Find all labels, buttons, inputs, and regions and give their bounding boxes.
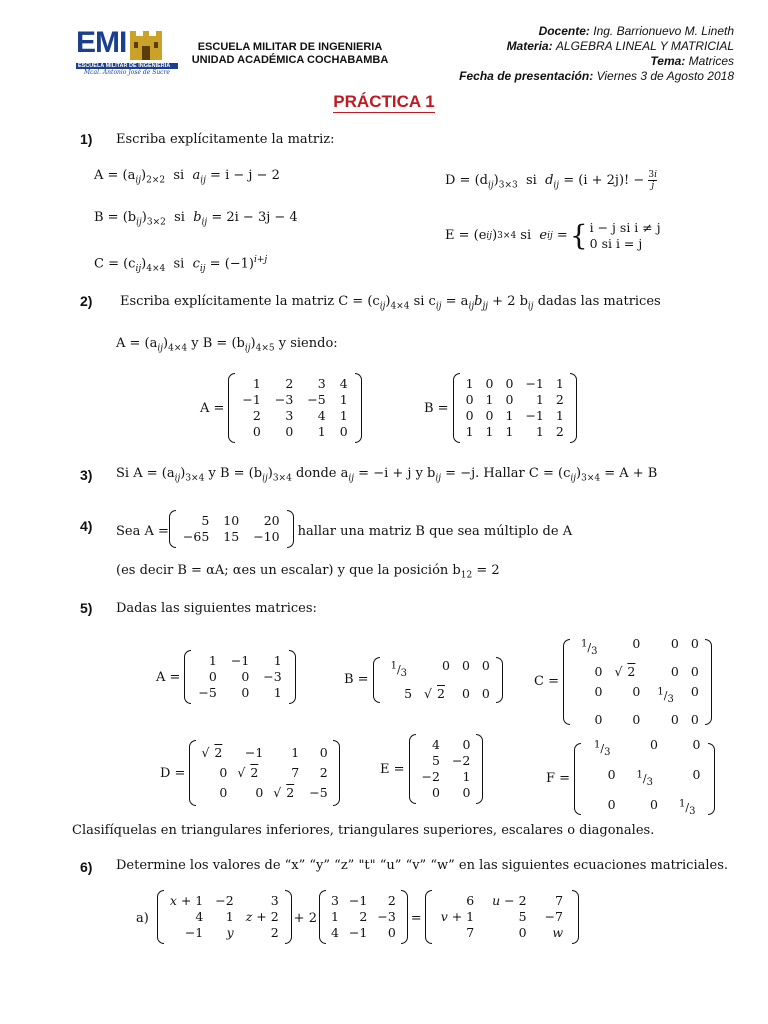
matrix-entry: 1 <box>317 424 326 439</box>
matrix-entry: −2 <box>451 753 471 768</box>
matrix-entry: −1 <box>525 408 544 423</box>
matrix-entry: 3 <box>330 893 339 908</box>
matrix-entry: 1 <box>330 909 339 924</box>
left-paren <box>373 657 380 703</box>
matrix-entry: 0 <box>241 669 250 684</box>
matrix-entry: w <box>552 925 564 940</box>
matrix-entry: −7 <box>544 909 564 924</box>
matrix-entry: 0 <box>690 636 699 651</box>
matrix-entry: −2 <box>215 893 234 908</box>
matrix-entry: 0 <box>255 785 264 800</box>
matrix-grid <box>380 656 496 704</box>
matrix-entry: −1 <box>244 745 264 760</box>
matrix-grid <box>581 734 708 824</box>
p6-label-a: a) <box>136 911 149 926</box>
matrix-entry: 2 <box>252 408 261 423</box>
matrix-entry: 0 <box>241 685 250 700</box>
matrix-entry: 0 <box>690 711 699 727</box>
right-paren <box>570 373 577 443</box>
matrix-entry: 1 <box>465 424 474 439</box>
matrix-entry: 0 <box>607 766 616 782</box>
logo-text: EMI <box>76 26 127 59</box>
matrix-entry: 20 <box>263 513 280 528</box>
right-paren <box>705 639 712 725</box>
problem-6-number: 6) <box>80 859 93 875</box>
matrix-entry: 1 <box>465 376 474 391</box>
left-paren <box>563 639 570 725</box>
matrix-entry: 0 <box>481 658 490 673</box>
right-paren <box>572 890 579 944</box>
matrix-entry: −1 <box>348 893 368 908</box>
matrix-entry: 0 <box>505 392 514 407</box>
matrix-grid <box>176 513 287 545</box>
matrix-entry: 1 <box>225 909 234 924</box>
school-name <box>190 41 390 67</box>
matrix-entry: −3 <box>263 669 282 684</box>
matrix-entry: 15 <box>223 529 240 544</box>
matrix-entry: 1 <box>339 408 348 423</box>
matrix-entry: 0 <box>252 424 261 439</box>
matrix-entry: √ 2 <box>237 765 259 780</box>
p1-def-e: E = (e ij ) 3×4 si e ij = { i − j si i ≠ j 0 si i = j <box>445 219 661 252</box>
p1-def-a: $A = (a_{ij})_{2\times 2}$ si $a_{ij} = i - j - 2$ <box>94 168 280 186</box>
matrix-entry: $^1/_3$ <box>657 685 674 705</box>
matrix-entry: 0 <box>650 737 658 752</box>
p4-matrix-a <box>169 510 294 553</box>
matrix-entry: 5 <box>432 753 440 768</box>
matrix-entry: 0 <box>594 711 603 727</box>
p5-matrix-b <box>344 656 503 704</box>
docente-label: Docente: <box>538 24 590 38</box>
matrix-entry: 2 <box>555 424 564 439</box>
emi-logo <box>76 28 178 88</box>
materia-label: Materia: <box>506 39 553 53</box>
matrix-entry: 0 <box>387 925 396 940</box>
matrix-entry: 1 <box>505 424 514 439</box>
matrix-label: F = <box>546 771 571 787</box>
matrix-entry: 0 <box>670 636 679 651</box>
matrix-entry: 4 <box>432 737 440 752</box>
p1-def-b: $B = (b_{ij})_{3\times 2}$ si $b_{ij} = 2i - 3j - 4$ <box>94 210 298 228</box>
matrix-entry: 5 <box>201 513 210 528</box>
right-paren <box>496 657 503 703</box>
matrix-entry: u − 2 <box>492 893 527 908</box>
matrix-entry: $^1/_3$ <box>678 798 696 818</box>
problem-2-number: 2) <box>80 293 93 309</box>
matrix-entry: 1 <box>485 392 494 407</box>
right-paren <box>401 890 408 944</box>
problem-4-number: 4) <box>80 518 93 534</box>
matrix-entry: y <box>226 925 234 940</box>
matrix-entry: 0 <box>319 745 328 760</box>
matrix-entry: −5 <box>309 785 328 800</box>
p2-matrix-b <box>424 373 577 443</box>
right-paren <box>476 734 483 804</box>
matrix-entry: 1 <box>273 685 282 700</box>
left-paren <box>157 890 164 944</box>
school-line-2: UNIDAD ACADÉMICA COCHABAMBA <box>191 54 389 66</box>
matrix-entry: 7 <box>555 893 564 908</box>
matrix-entry: 2 <box>359 909 368 924</box>
p5-matrix-a <box>156 650 296 704</box>
matrix-entry: √ 2 <box>424 685 445 701</box>
logo-caption: ESCUELA MILITAR DE INGENIERIA <box>76 63 178 69</box>
matrix-entry: 0 <box>465 408 474 423</box>
e-case-2: 0 si i = j <box>589 236 643 251</box>
matrix-entry: 3 <box>317 376 326 391</box>
matrix-entry: 4 <box>195 909 204 924</box>
matrix-entry: √ 2 <box>273 785 295 800</box>
problem-5-number: 5) <box>80 600 93 616</box>
matrix-entry: 4 <box>330 925 339 940</box>
problem-5-text: Dadas las siguientes matrices: <box>116 601 317 616</box>
matrix-entry: −10 <box>253 529 280 544</box>
matrix-entry: 7 <box>291 765 300 780</box>
fecha-label: Fecha de presentación: <box>459 69 594 83</box>
problem-5-classify: Clasifíquelas en triangulares inferiores, triangulares superiores, escalares o diagonales. <box>72 823 655 838</box>
matrix-entry: 0 <box>462 737 471 752</box>
matrix-label: D = <box>160 765 186 781</box>
matrix-entry: 10 <box>223 513 240 528</box>
matrix-entry: 1 <box>535 424 544 439</box>
matrix-entry: 5 <box>518 909 527 924</box>
matrix-entry: 0 <box>505 376 514 391</box>
matrix-entry: −1 <box>242 392 261 407</box>
matrix-entry: 0 <box>219 765 228 780</box>
matrix-entry: 0 <box>650 796 658 812</box>
matrix-entry: $^1/_3$ <box>636 768 653 788</box>
matrix-grid <box>326 893 401 941</box>
matrix-entry: 1 <box>252 376 261 391</box>
matrix-entry: 2 <box>319 765 328 780</box>
problem-3-number: 3) <box>80 467 93 483</box>
right-paren <box>708 743 715 815</box>
matrix-entry: 0 <box>518 925 527 940</box>
matrix-entry: 0 <box>594 683 603 699</box>
tema-value: Matrices <box>688 54 734 68</box>
p2-matrix-a <box>200 373 362 443</box>
matrix-entry: 0 <box>632 636 641 651</box>
p6-matrix-1 <box>157 890 292 948</box>
matrix-entry: −5 <box>198 685 217 700</box>
right-paren <box>285 890 292 944</box>
matrix-entry: 7 <box>466 925 475 940</box>
matrix-entry: 0 <box>339 424 348 439</box>
matrix-label: E = <box>380 761 405 777</box>
matrix-entry: −5 <box>307 392 326 407</box>
p6-matrix-3 <box>425 890 579 948</box>
matrix-entry: 0 <box>632 683 641 699</box>
right-paren <box>333 740 340 806</box>
logo-motto: Mcal. Antonio José de Sucre <box>84 69 170 76</box>
matrix-entry: −1 <box>348 925 368 940</box>
matrix-grid <box>432 893 572 941</box>
matrix-entry: −3 <box>377 909 396 924</box>
matrix-entry: 1 <box>462 769 471 784</box>
matrix-entry: −1 <box>184 925 204 940</box>
matrix-entry: 0 <box>690 683 699 699</box>
problem-2-text: Escriba explícitamente la matriz $C = (c_{ij})_{4\times 4}$ si $c_{ij} = a_{ij}b_{jj} + 2$ $b_{ij}$ dadas las matrices <box>120 294 661 312</box>
matrix-entry: −1 <box>525 376 544 391</box>
matrix-entry: 0 <box>208 669 217 684</box>
p6-equation-a <box>136 890 579 948</box>
matrix-entry: $^1/_3$ <box>594 739 611 758</box>
left-paren <box>189 740 196 806</box>
matrix-grid <box>164 893 285 941</box>
matrix-label: A = <box>200 400 225 416</box>
matrix-entry: 1 <box>485 424 494 439</box>
matrix-entry: 0 <box>219 785 228 800</box>
problem-6-text: Determine los valores de “x” “y” “z” "t" “u” “v” “w” en las siguientes ecuaciones matriciales. <box>116 858 729 873</box>
p6-matrix-2 <box>319 890 408 948</box>
matrix-entry: −1 <box>230 653 250 668</box>
matrix-entry: √ 2 <box>201 745 223 760</box>
matrix-entry: 0 <box>432 785 440 800</box>
p6-equals: = <box>410 911 422 926</box>
matrix-entry: 0 <box>485 408 494 423</box>
matrix-entry: 0 <box>670 711 679 727</box>
problem-3-text: Si $A = (a_{ij})_{3\times 4}$ y $B = (b_{ij})_{3\times 4}$ donde $a_{ij} = -i + j$ y $b_{ij} = -j$. Hallar $C = (c_{ij})_{3\times 4} = A + B$ <box>116 466 658 484</box>
castle-icon <box>128 28 164 62</box>
matrix-entry: 5 <box>404 685 413 701</box>
matrix-entry: 0 <box>481 685 490 701</box>
matrix-entry: 3 <box>285 408 294 423</box>
matrix-entry: v + 1 <box>440 909 475 924</box>
problem-4-line-2: (es decir B = αA; αes un escalar) y que la posición $b_{12} = 2$ <box>116 563 500 581</box>
matrix-entry: 0 <box>690 663 699 679</box>
matrix-entry: 0 <box>465 392 474 407</box>
matrix-entry: 0 <box>442 658 450 673</box>
matrix-entry: 1 <box>208 653 217 668</box>
matrix-entry: 4 <box>339 376 348 391</box>
school-line-1: ESCUELA MILITAR DE INGENIERIA <box>197 41 383 53</box>
left-paren <box>184 650 191 704</box>
p5-matrix-d <box>160 740 340 806</box>
matrix-entry: 0 <box>485 376 494 391</box>
tema-label: Tema: <box>650 54 686 68</box>
matrix-entry: 3 <box>270 893 279 908</box>
left-paren <box>453 373 460 443</box>
left-paren <box>574 743 581 815</box>
matrix-entry: 1 <box>291 745 300 760</box>
right-paren <box>289 650 296 704</box>
matrix-grid <box>460 376 570 440</box>
matrix-grid <box>191 653 288 701</box>
matrix-label: A = <box>156 669 181 685</box>
matrix-entry: 0 <box>285 424 294 439</box>
matrix-entry: z + 2 <box>245 909 279 924</box>
p5-matrix-e <box>380 734 483 804</box>
left-paren <box>319 890 326 944</box>
left-paren <box>409 734 416 804</box>
problem-4-text: Sea A = 5 10 20 −65 15 −10 hallar una matriz B que sea múltiplo de A <box>116 510 572 553</box>
matrix-entry: 1 <box>339 392 348 407</box>
p5-matrix-c <box>534 634 712 730</box>
matrix-entry: 0 <box>461 685 470 701</box>
p6-plus-2: + 2 <box>293 911 317 926</box>
left-paren <box>228 373 235 443</box>
matrix-entry: 0 <box>632 711 641 727</box>
left-paren <box>169 510 176 548</box>
matrix-label: B = <box>424 400 449 416</box>
left-paren <box>425 890 432 944</box>
matrix-entry: $^1/_3$ <box>390 660 408 679</box>
matrix-entry: 0 <box>594 663 603 679</box>
page-title: PRÁCTICA 1 <box>333 92 435 111</box>
p1-def-d: $D = (d_{ij})_{3\times 3}$ si $d_{ij} = (i + 2j)$! − $\frac{3i}{j}$ <box>445 170 658 191</box>
p1-def-c: $C = (c_{ij})_{4\times 4}$ si $c_{ij} = (-1)^{i+j}$ <box>94 255 268 274</box>
matrix-entry: 4 <box>317 408 326 423</box>
matrix-entry: 1 <box>273 653 282 668</box>
problem-1-number: 1) <box>80 131 93 147</box>
matrix-grid <box>196 743 332 803</box>
matrix-entry: −65 <box>182 529 210 544</box>
materia-value: ALGEBRA LINEAL Y MATRICIAL <box>555 39 734 53</box>
matrix-entry: 2 <box>270 925 279 940</box>
matrix-entry: 2 <box>555 392 564 407</box>
matrix-label: C = <box>534 674 559 690</box>
right-paren <box>355 373 362 443</box>
matrix-entry: 0 <box>692 737 701 752</box>
right-paren <box>287 510 294 548</box>
matrix-entry: 0 <box>461 658 470 673</box>
matrix-entry: 0 <box>462 785 471 800</box>
matrix-entry: x + 1 <box>169 893 204 908</box>
matrix-entry: 2 <box>285 376 294 391</box>
matrix-entry: 0 <box>670 663 679 679</box>
p5-matrix-f <box>546 734 715 824</box>
problem-2-line-2: $A = (a_{ij})_{4\times 4}$ y $B = (b_{ij})_{4\times 5}$ y siendo: <box>116 336 338 354</box>
matrix-entry: √ 2 <box>614 663 636 679</box>
header-info <box>459 24 734 84</box>
matrix-label: B = <box>344 672 369 688</box>
matrix-entry: 6 <box>466 893 475 908</box>
e-case-1: i − j si i ≠ j <box>589 220 661 235</box>
matrix-entry: 0 <box>607 796 616 812</box>
matrix-entry: $^1/_3$ <box>580 638 598 657</box>
problem-1-text: Escriba explícitamente la matriz: <box>116 132 335 147</box>
matrix-entry: 1 <box>555 408 564 423</box>
matrix-grid <box>235 376 354 440</box>
matrix-entry: −2 <box>421 769 440 784</box>
fecha-value: Viernes 3 de Agosto 2018 <box>596 69 734 83</box>
matrix-grid <box>570 634 705 730</box>
matrix-entry: −3 <box>274 392 294 407</box>
matrix-grid <box>416 737 477 801</box>
matrix-entry: 1 <box>505 408 514 423</box>
docente-value: Ing. Barrionuevo M. Lineth <box>593 24 734 38</box>
matrix-entry: 0 <box>692 766 701 782</box>
matrix-entry: 1 <box>535 392 544 407</box>
matrix-entry: 1 <box>555 376 564 391</box>
matrix-entry: 2 <box>387 893 396 908</box>
